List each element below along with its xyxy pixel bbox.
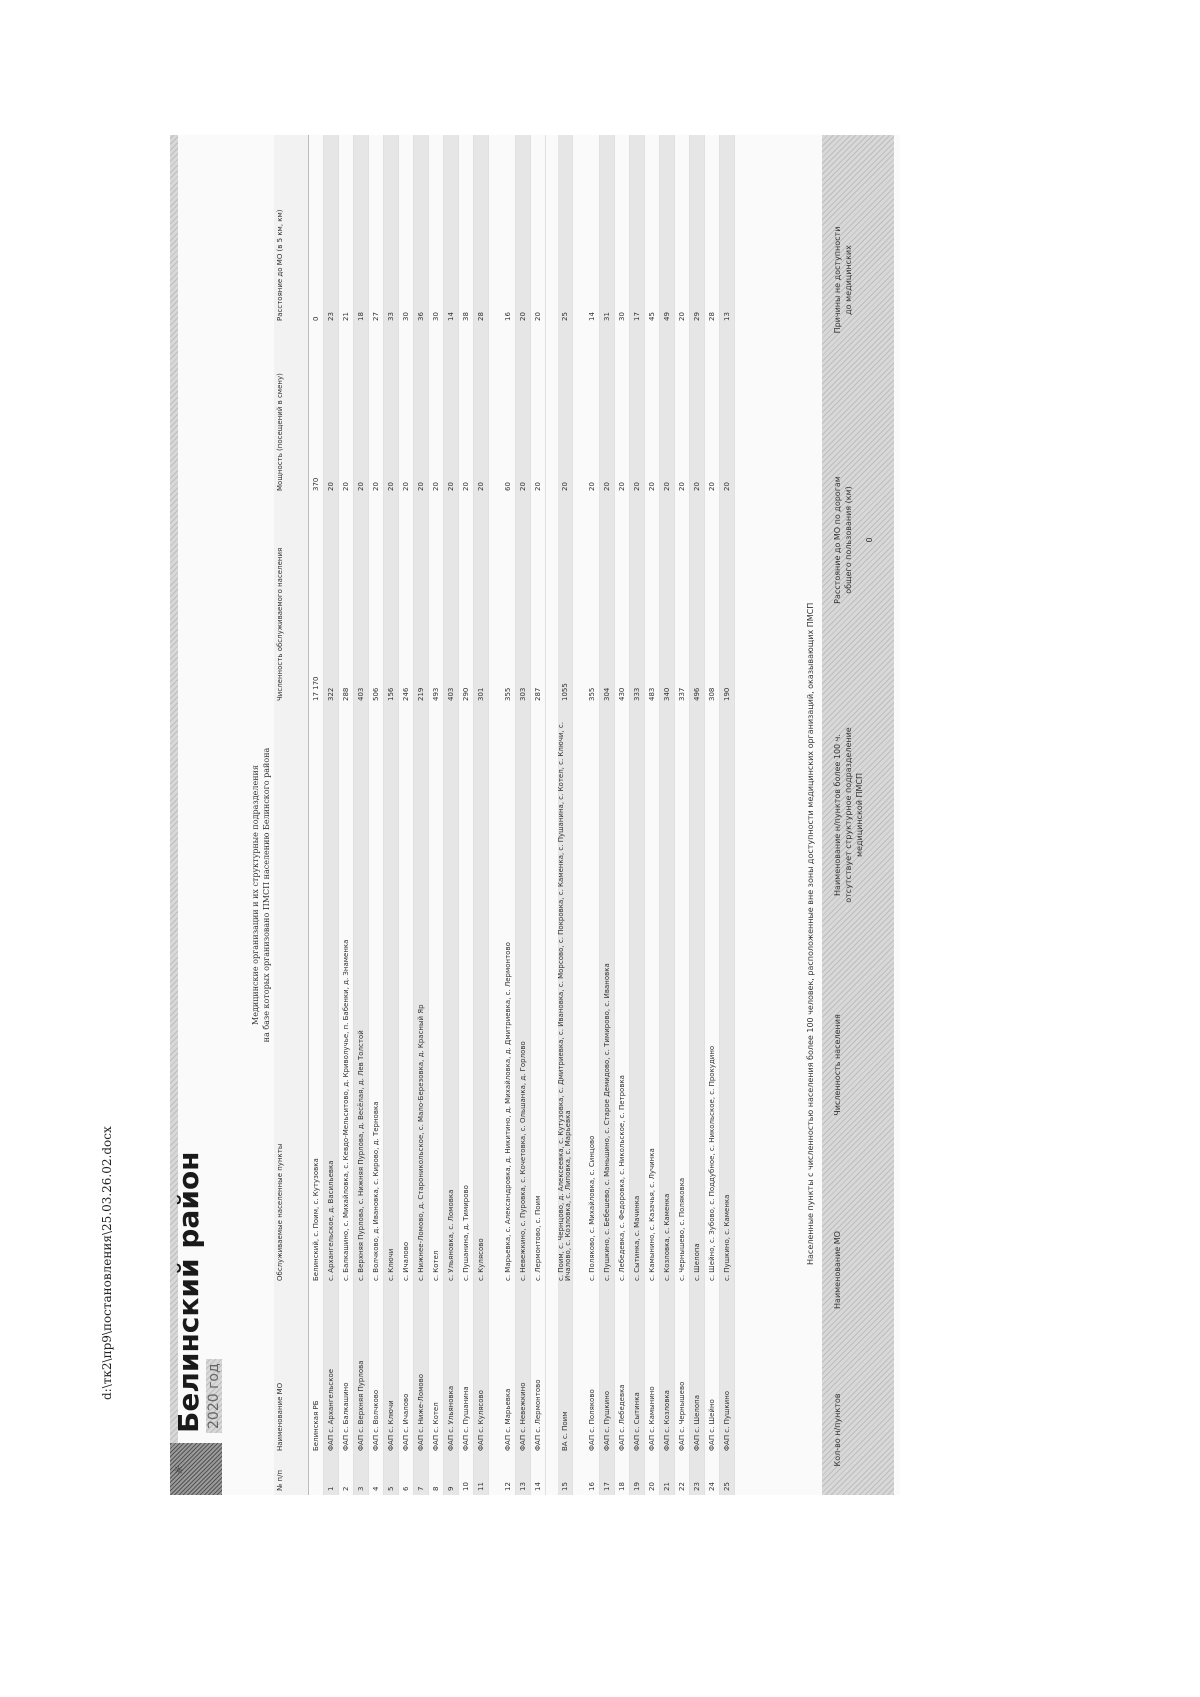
cell-settlements: с. Верхняя Пурлова, с. Нижняя Пурлова, д. Весёлая, д. Лев Толстой xyxy=(354,705,369,1285)
cell-number: 4 xyxy=(369,1455,384,1495)
cell-capacity: 20 xyxy=(645,325,660,495)
cell-number: 23 xyxy=(690,1455,705,1495)
cell-settlements: с. Чернышево, с. Поляковка xyxy=(675,705,690,1285)
cell-distance: 45 xyxy=(645,135,660,325)
cell-distance: 49 xyxy=(660,135,675,325)
row-separator xyxy=(489,135,502,1495)
cell-capacity: 20 xyxy=(384,325,399,495)
cell-settlements: с. Невежкино, с. Пуровка, с. Кочетовка, с. Ольшанка, д. Горлово xyxy=(516,705,531,1285)
cell-mo-name: ФАП с. Ключи xyxy=(384,1285,399,1455)
table-row xyxy=(429,135,444,1495)
column-header-mo-name: Наименование МО xyxy=(274,1285,309,1455)
cell-settlements: с. Лебедевка, с. Федоровка, с. Никольское, с. Петровка xyxy=(615,705,630,1285)
cell-number: 14 xyxy=(531,1455,546,1495)
cell-capacity: 20 xyxy=(705,325,720,495)
summary-col-settlement-count: Кол-во н/пунктов xyxy=(833,1393,842,1467)
table-caption-line-2: на базе которых организовано ПМСП населению Белинского района xyxy=(262,747,271,1043)
table-row xyxy=(339,135,354,1495)
row-separator xyxy=(573,135,586,1495)
cell-settlements: с. Балкашино, с. Михайловка, с. Кевдо-Мельситово, д. Криволучье, п. Бабенки, д. Знаменка xyxy=(339,705,354,1285)
cell-mo-name: ФАП с. Козловка xyxy=(660,1285,675,1455)
cell-mo-name: ФАП с. Пушкино xyxy=(600,1285,615,1455)
cell-population: 430 xyxy=(615,495,630,705)
summary-col-distance-line-2: общего пользования (км) xyxy=(844,486,853,594)
cell-distance: 16 xyxy=(501,135,516,325)
region-logo xyxy=(170,1443,222,1495)
table-row xyxy=(585,135,600,1495)
cell-mo-name: ФАП с. Марьевка xyxy=(501,1285,516,1455)
cell-population: 304 xyxy=(600,495,615,705)
cell-distance: 23 xyxy=(324,135,339,325)
cell-population: 483 xyxy=(645,495,660,705)
cell-population: 1055 xyxy=(558,495,573,705)
cell-mo-name: ФАП с. Ниже-Ломово xyxy=(414,1285,429,1455)
cell-mo-name: ФАП с. Поляково xyxy=(585,1285,600,1455)
cell-mo-name: ФАП с. Ульяновка xyxy=(444,1285,459,1455)
cell-distance: 29 xyxy=(690,135,705,325)
summary-col-population: Численность населения xyxy=(833,1014,842,1116)
summary-table xyxy=(822,135,894,1495)
cell-number: 21 xyxy=(660,1455,675,1495)
cell-distance: 20 xyxy=(516,135,531,325)
cell-population: 340 xyxy=(660,495,675,705)
cell-capacity: 20 xyxy=(339,325,354,495)
table-row xyxy=(414,135,429,1495)
cell-settlements: с. Архангельское, д. Васильевка xyxy=(324,705,339,1285)
cell-number: 18 xyxy=(615,1455,630,1495)
cell-distance: 14 xyxy=(444,135,459,325)
cell-number: 20 xyxy=(645,1455,660,1495)
cell-capacity: 20 xyxy=(600,325,615,495)
cell-population: 190 xyxy=(720,495,735,705)
table-row xyxy=(459,135,474,1495)
cell-number: 11 xyxy=(474,1455,489,1495)
summary-col-settlement-names-line-2: отсутствует структурное подразделение xyxy=(844,727,853,903)
table-row xyxy=(399,135,414,1495)
cell-mo-name: ФАП с. Балкашино xyxy=(339,1285,354,1455)
cell-capacity: 20 xyxy=(615,325,630,495)
cell-capacity: 20 xyxy=(414,325,429,495)
cell-mo-name: ФАП с. Невежкино xyxy=(516,1285,531,1455)
cell-capacity: 20 xyxy=(558,325,573,495)
cell-mo-name: ФАП с. Камынино xyxy=(645,1285,660,1455)
cell-capacity: 20 xyxy=(324,325,339,495)
cell-mo-name: ФАП с. Шейно xyxy=(705,1285,720,1455)
summary-col-distance xyxy=(832,425,875,655)
cell-population: 355 xyxy=(585,495,600,705)
cell-distance: 30 xyxy=(429,135,444,325)
summary-col-reasons-line-2: до медицинских xyxy=(844,245,853,315)
cell-settlements: с. Поим, с. Чернцово, д. Алексеевка, с. Кутузовка, с. Дмитриевка, с. Ивановка, с. Морсово, с. Покровка, с. Каменка, с. Пушанина, с. Котел, с. Ключи, с. Ичалово, с. Козловка, с. Липовка, с. Марьевка xyxy=(558,705,573,1285)
table-row xyxy=(516,135,531,1495)
cell-settlements: с. Шейно, с. Зубово, с. Поддубное, с. Никольское, с. Прокудино xyxy=(705,705,720,1285)
cell-number: 10 xyxy=(459,1455,474,1495)
cell-number: 13 xyxy=(516,1455,531,1495)
cell-number: 25 xyxy=(720,1455,735,1495)
cell-distance: 28 xyxy=(474,135,489,325)
cell-population: 246 xyxy=(399,495,414,705)
table-row xyxy=(615,135,630,1495)
cell-distance: 13 xyxy=(720,135,735,325)
report-year: 2020 год xyxy=(206,1359,222,1433)
cell-mo-name: ФАП с. Волчково xyxy=(369,1285,384,1455)
cell-distance: 21 xyxy=(339,135,354,325)
cell-capacity: 20 xyxy=(531,325,546,495)
cell-settlements: с. Пушанина, д. Тимирово xyxy=(459,705,474,1285)
cell-mo-name: ФАП с. Лебедевка xyxy=(615,1285,630,1455)
cell-number: 15 xyxy=(558,1455,573,1495)
cell-capacity: 20 xyxy=(429,325,444,495)
cell-population: 322 xyxy=(324,495,339,705)
medical-organizations-table xyxy=(274,135,735,1495)
cell-population: 17 170 xyxy=(309,495,324,705)
cell-population: 355 xyxy=(501,495,516,705)
summary-col-distance-line-1: Расстояние до МО по дорогам xyxy=(833,476,842,604)
cell-settlements: с. Камынино, с. Казачья, с. Лучинка xyxy=(645,705,660,1285)
cell-settlements: с. Ульяновка, с. Ломовка xyxy=(444,705,459,1285)
cell-population: 290 xyxy=(459,495,474,705)
cell-number: 7 xyxy=(414,1455,429,1495)
cell-capacity: 20 xyxy=(369,325,384,495)
cell-number: 8 xyxy=(429,1455,444,1495)
cell-mo-name: ФАП с. Кулясово xyxy=(474,1285,489,1455)
cell-distance: 20 xyxy=(531,135,546,325)
cell-mo-name: ФАП с. Верхняя Пурлова xyxy=(354,1285,369,1455)
cell-mo-name: ФАП с. Пушкино xyxy=(720,1285,735,1455)
table-row xyxy=(531,135,546,1495)
summary-value: 0 xyxy=(865,537,874,543)
cell-capacity: 20 xyxy=(660,325,675,495)
cell-mo-name: ФАП с. Ичалово xyxy=(399,1285,414,1455)
table-row xyxy=(324,135,339,1495)
table-row xyxy=(690,135,705,1495)
summary-col-settlement-names-line-1: Наименование н/пунктов более 100 ч. xyxy=(833,734,842,896)
summary-col-settlement-names-line-3: медицинской ПМСП xyxy=(855,773,864,857)
cell-settlements: с. Лермонтово, с. Поим xyxy=(531,705,546,1285)
cell-capacity: 370 xyxy=(309,325,324,495)
row-separator-cell xyxy=(573,135,586,1495)
cell-distance: 20 xyxy=(675,135,690,325)
cell-mo-name: ФАП с. Лермонтово xyxy=(531,1285,546,1455)
rotated-document-sheet xyxy=(170,135,900,1495)
cell-mo-name: ФАП с. Пушанина xyxy=(459,1285,474,1455)
cell-number: 2 xyxy=(339,1455,354,1495)
cell-population: 506 xyxy=(369,495,384,705)
cell-capacity: 20 xyxy=(675,325,690,495)
table-row xyxy=(630,135,645,1495)
cell-settlements: с. Волчково, д. Ивановка, с. Кирово, д. Терновка xyxy=(369,705,384,1285)
table-row xyxy=(675,135,690,1495)
cell-number xyxy=(309,1455,324,1495)
cell-population: 219 xyxy=(414,495,429,705)
table-caption xyxy=(250,545,272,1245)
table-row xyxy=(354,135,369,1495)
cell-distance: 30 xyxy=(615,135,630,325)
cell-mo-name: ФАП с. Чернышево xyxy=(675,1285,690,1455)
cell-population: 337 xyxy=(675,495,690,705)
cell-number: 22 xyxy=(675,1455,690,1495)
table-row xyxy=(600,135,615,1495)
cell-population: 403 xyxy=(444,495,459,705)
table-row xyxy=(309,135,324,1495)
column-header-number: № п/п xyxy=(274,1455,309,1495)
column-header-distance: Расстояние до МО (в 5 км, км) xyxy=(274,135,309,325)
cell-mo-name: ФАП с. Котел xyxy=(429,1285,444,1455)
table-row xyxy=(660,135,675,1495)
cell-capacity: 60 xyxy=(501,325,516,495)
column-header-population: Численность обслуживаемого населения xyxy=(274,495,309,705)
cell-capacity: 20 xyxy=(474,325,489,495)
sun-emblem-icon: ☼ xyxy=(172,1464,186,1476)
cell-capacity: 20 xyxy=(516,325,531,495)
cell-settlements: с. Пушкино, с. Каменка xyxy=(720,705,735,1285)
table-row xyxy=(501,135,516,1495)
cell-distance: 14 xyxy=(585,135,600,325)
cell-distance: 31 xyxy=(600,135,615,325)
summary-col-mo-name: Наименование МО xyxy=(833,1231,842,1309)
cell-settlements: с. Марьевка, с. Александровка, д. Никитино, д. Михайловка, д. Дмитриевка, с. Лермонтово xyxy=(501,705,516,1285)
cell-settlements: с. Сытинка, с. Мачинка xyxy=(630,705,645,1285)
cell-distance: 30 xyxy=(399,135,414,325)
table-caption-line-1: Медицинские организации и их структурные подразделения xyxy=(251,765,260,1025)
cell-settlements: с. Шелопа xyxy=(690,705,705,1285)
table-body xyxy=(309,135,735,1495)
cell-capacity: 20 xyxy=(585,325,600,495)
cell-settlements: с. Пушкино, с. Бебешево, с. Маньшино, с. Старое Демидово, с. Тимирово, с. Ивановка xyxy=(600,705,615,1285)
cell-distance: 36 xyxy=(414,135,429,325)
row-separator-cell xyxy=(489,135,502,1495)
cell-capacity: 20 xyxy=(720,325,735,495)
table-row xyxy=(645,135,660,1495)
cell-distance: 0 xyxy=(309,135,324,325)
cell-settlements: Белинский, с. Поим, с. Кутузовка xyxy=(309,705,324,1285)
cell-population: 287 xyxy=(531,495,546,705)
cell-population: 308 xyxy=(705,495,720,705)
table-row xyxy=(474,135,489,1495)
table-row xyxy=(444,135,459,1495)
cell-capacity: 20 xyxy=(690,325,705,495)
cell-capacity: 20 xyxy=(459,325,474,495)
cell-population: 303 xyxy=(516,495,531,705)
cell-mo-name: ФАП с. Архангельское xyxy=(324,1285,339,1455)
cell-number: 19 xyxy=(630,1455,645,1495)
table-row xyxy=(558,135,573,1495)
cell-capacity: 20 xyxy=(399,325,414,495)
table-footnote: Населенные пункты с численностью населения более 100 человек, расположенные вне зоны доступности медицинских организаций, оказывающих ПМСП xyxy=(806,602,815,1265)
cell-settlements: с. Поляково, с. Михайловка, с. Синцово xyxy=(585,705,600,1285)
cell-population: 288 xyxy=(339,495,354,705)
summary-col-settlement-names xyxy=(832,695,865,935)
cell-settlements: с. Нижнее-Ломово, д. Староникольское, с. Мало-Березовка, д. Красный Яр xyxy=(414,705,429,1285)
cell-capacity: 20 xyxy=(630,325,645,495)
cell-distance: 27 xyxy=(369,135,384,325)
cell-distance: 18 xyxy=(354,135,369,325)
table-row xyxy=(369,135,384,1495)
cell-population: 333 xyxy=(630,495,645,705)
cell-distance: 17 xyxy=(630,135,645,325)
cell-number: 6 xyxy=(399,1455,414,1495)
summary-col-reasons xyxy=(832,175,854,385)
cell-number: 24 xyxy=(705,1455,720,1495)
district-title: Белинский район xyxy=(172,1151,205,1433)
cell-mo-name: ФАП с. Шелопа xyxy=(690,1285,705,1455)
table-header-row xyxy=(274,135,309,1495)
cell-number: 5 xyxy=(384,1455,399,1495)
cell-settlements: с. Ичалово xyxy=(399,705,414,1285)
cell-settlements: с. Кулясово xyxy=(474,705,489,1285)
summary-col-reasons-line-1: Причины не доступности xyxy=(833,226,842,334)
cell-capacity: 20 xyxy=(444,325,459,495)
document-file-path: d:\тк2\пр9\постановления\25.03.26.02.docx xyxy=(100,1126,114,1400)
cell-population: 403 xyxy=(354,495,369,705)
table-row xyxy=(384,135,399,1495)
cell-distance: 25 xyxy=(558,135,573,325)
cell-mo-name: ФАП с. Сытинка xyxy=(630,1285,645,1455)
cell-settlements: с. Ключи xyxy=(384,705,399,1285)
cell-number: 9 xyxy=(444,1455,459,1495)
cell-distance: 33 xyxy=(384,135,399,325)
cell-distance: 28 xyxy=(705,135,720,325)
cell-number: 1 xyxy=(324,1455,339,1495)
cell-distance: 38 xyxy=(459,135,474,325)
cell-population: 156 xyxy=(384,495,399,705)
cell-population: 496 xyxy=(690,495,705,705)
cell-mo-name: ВА с. Поим xyxy=(558,1285,573,1455)
cell-number: 17 xyxy=(600,1455,615,1495)
cell-settlements: с. Козловка, с. Каменка xyxy=(660,705,675,1285)
cell-population: 301 xyxy=(474,495,489,705)
cell-capacity: 20 xyxy=(354,325,369,495)
table-row xyxy=(705,135,720,1495)
cell-number: 3 xyxy=(354,1455,369,1495)
column-header-settlements: Обслуживаемые населенные пункты xyxy=(274,705,309,1285)
column-header-capacity: Мощность (посещений в смену) xyxy=(274,325,309,495)
cell-mo-name: Белинская РБ xyxy=(309,1285,324,1455)
cell-population: 493 xyxy=(429,495,444,705)
cell-number: 12 xyxy=(501,1455,516,1495)
table-row xyxy=(720,135,735,1495)
cell-settlements: с. Котел xyxy=(429,705,444,1285)
cell-number: 16 xyxy=(585,1455,600,1495)
